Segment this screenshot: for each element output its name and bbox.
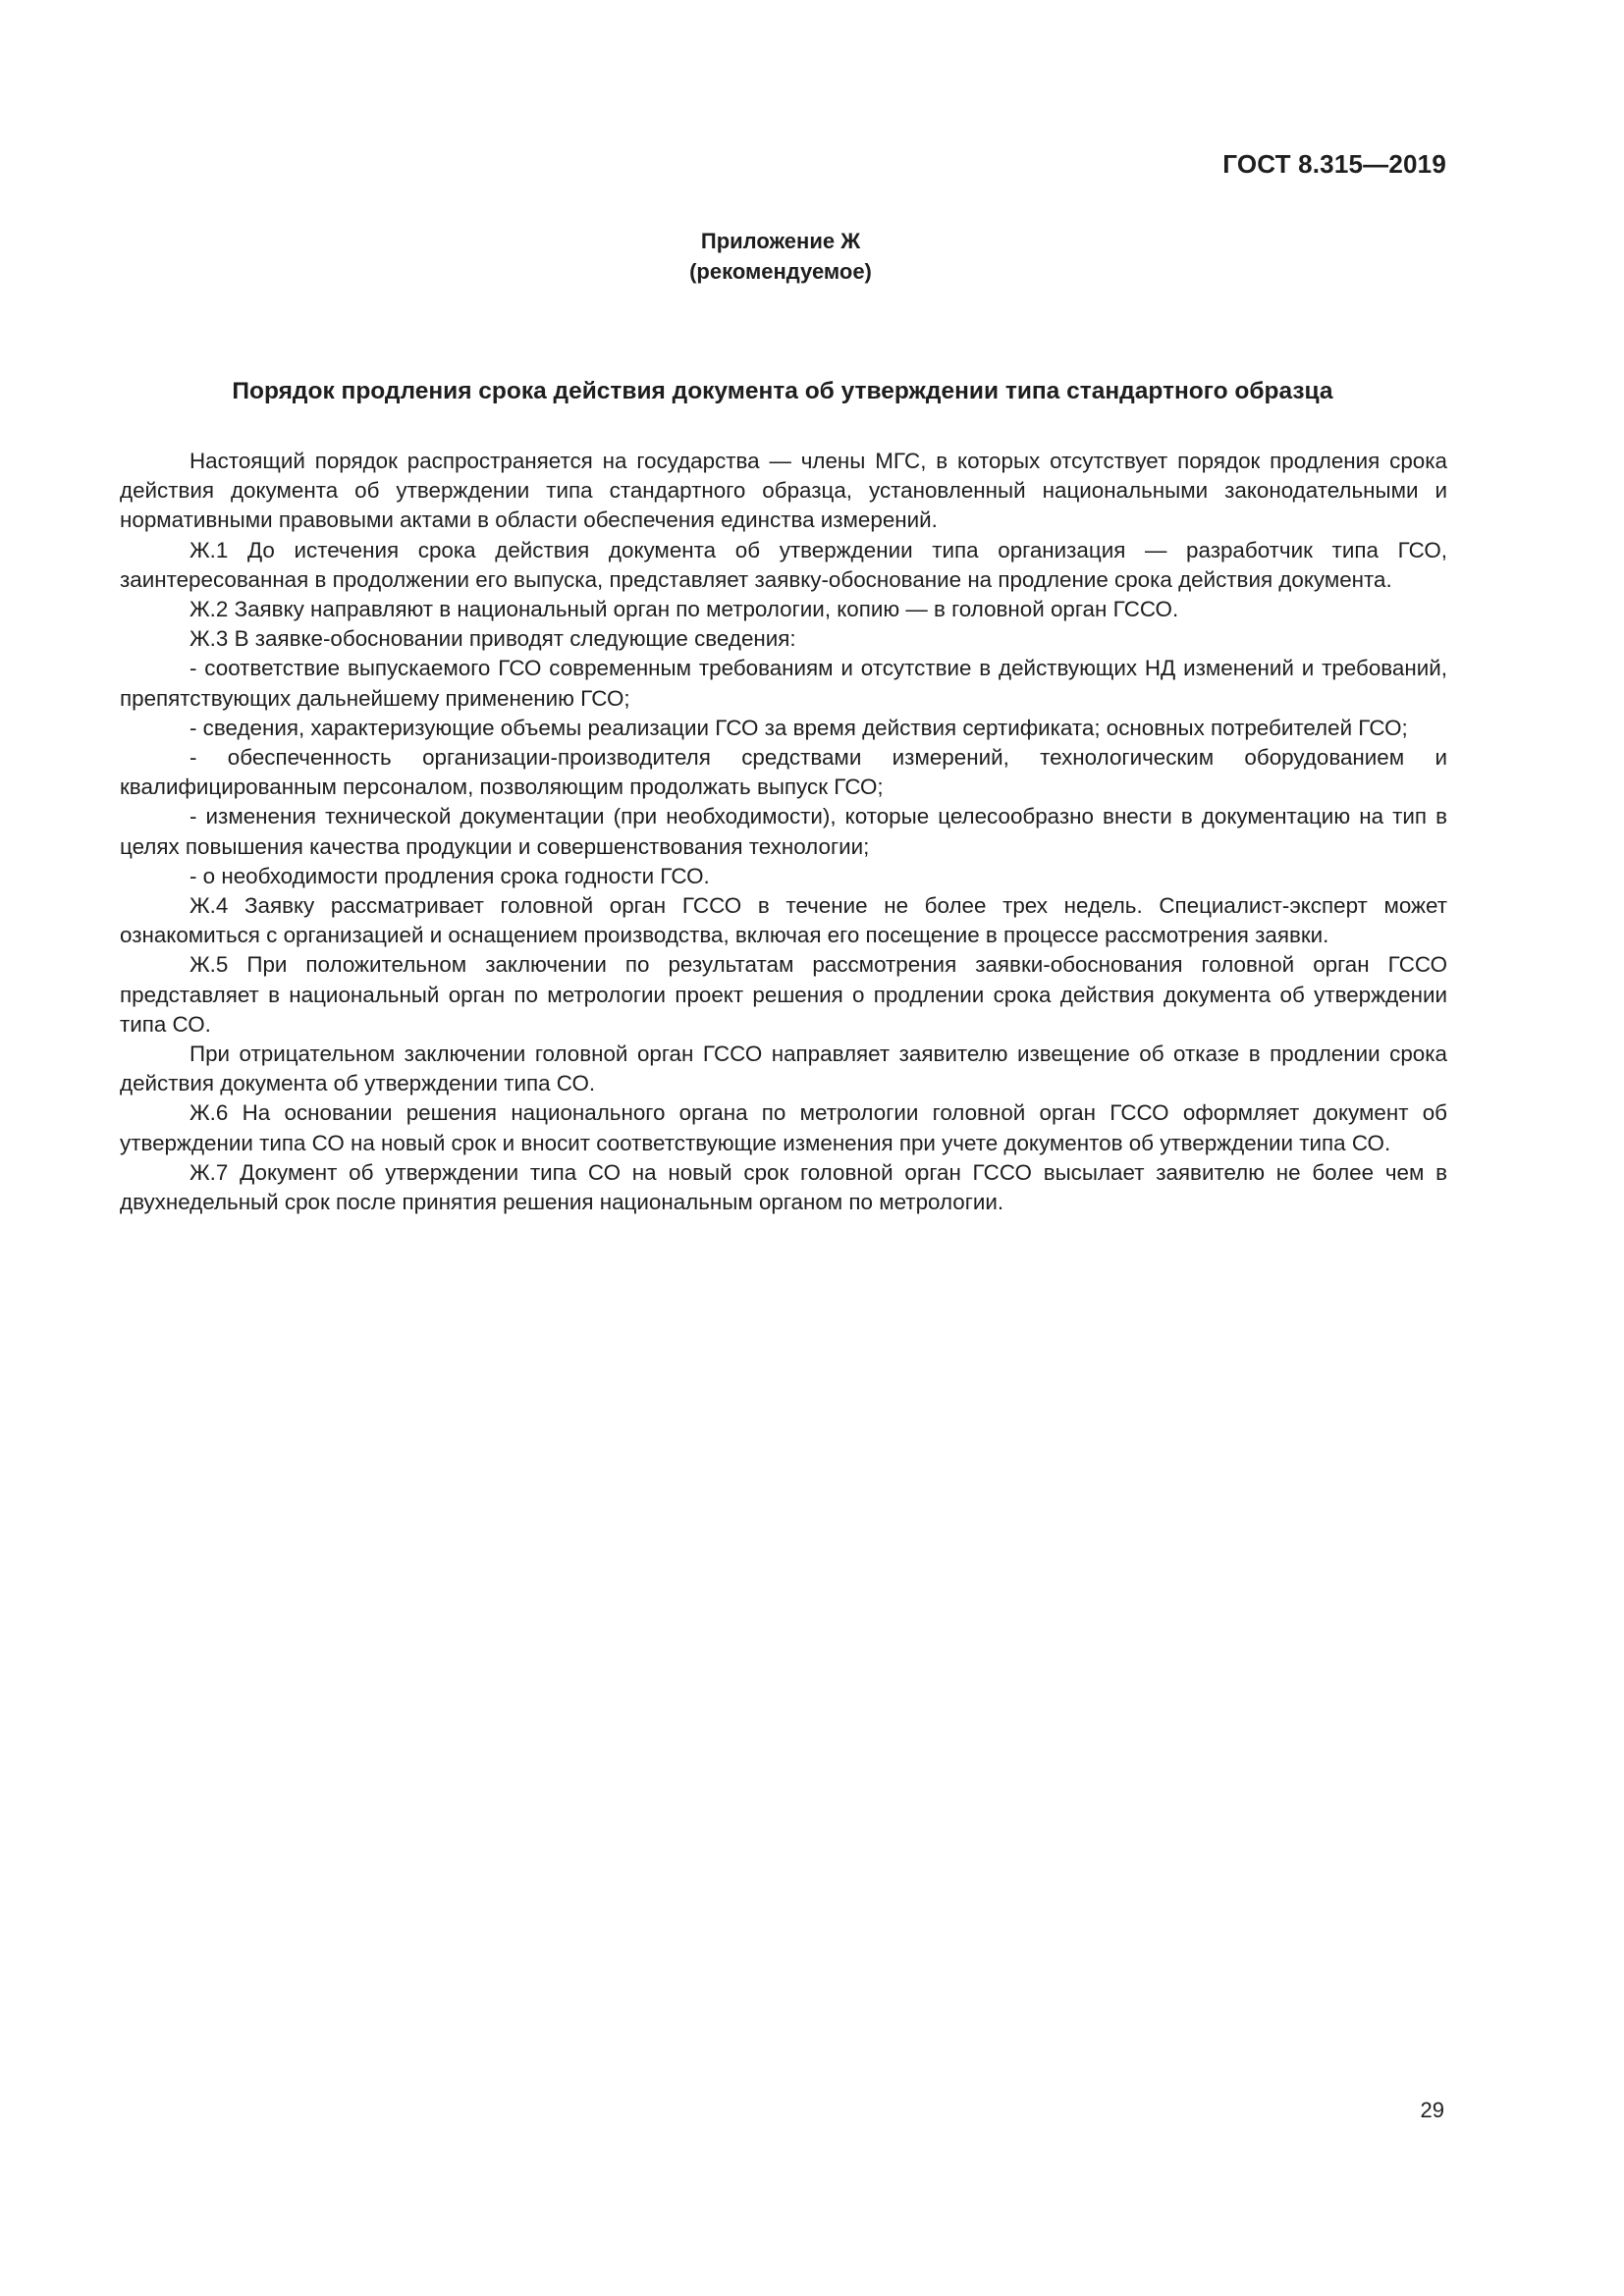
list-item: - изменения технической документации (при необходимости), которые целесообразно внести в документацию на тип в целях повышения качества продукции и совершенствования технологии;	[120, 804, 1447, 859]
paragraph-zh5: Ж.5 При положительном заключении по результатам рассмотрения заявки-обоснования головной орган ГССО представляет в национальный орган по метрологии проект решения о продлении срока действия документа об утверждении типа СО.	[120, 952, 1447, 1037]
list-item: - о необходимости продления срока годности ГСО.	[189, 863, 710, 888]
paragraph-zh1: Ж.1 До истечения срока действия документа об утверждении типа организация — разработчик типа ГСО, заинтересованная в продолжении его выпуска, представляет заявку-обоснование на продление срока действия документа.	[120, 537, 1447, 592]
paragraph-zh6: Ж.6 На основании решения национального органа по метрологии головной орган ГССО оформляет документ об утверждении типа СО на новый срок и вносит соответствующие изменения при учете документов об утверждении типа СО.	[120, 1100, 1447, 1155]
paragraph-scope: Настоящий порядок распространяется на государства — члены МГС, в которых отсутствует порядок продления срока действия документа об утверждении типа стандартного образца, установленный национальными законодательными и нормативными правовыми актами в области обеспечения единства измерений.	[120, 449, 1447, 533]
section-title: Порядок продления срока действия документа об утверждении типа стандартного образца	[232, 378, 1333, 404]
list-item: - сведения, характеризующие объемы реализации ГСО за время действия сертификата; основных потребителей ГСО;	[189, 715, 1408, 740]
annex-status: (рекомендуемое)	[689, 259, 872, 284]
paragraph-zh7: Ж.7 Документ об утверждении типа СО на новый срок головной орган ГССО высылает заявителю не более чем в двухнедельный срок после принятия решения национальным органом по метрологии.	[120, 1159, 1447, 1215]
paragraph-zh3: Ж.3 В заявке-обосновании приводят следующие сведения:	[189, 626, 796, 652]
body-text	[120, 447, 1447, 1217]
list-item: - соответствие выпускаемого ГСО современным требованиям и отсутствие в действующих НД изменений и требований, препятствующих дальнейшему применению ГСО;	[120, 656, 1447, 711]
paragraph-negative-conclusion: При отрицательном заключении головной орган ГССО направляет заявителю извещение об отказе в продлении срока действия документа об утверждении типа СО.	[120, 1041, 1447, 1096]
paragraph-zh2: Ж.2 Заявку направляют в национальный орган по метрологии, копию — в головной орган ГССО.	[189, 597, 1179, 622]
paragraph-zh4: Ж.4 Заявку рассматривает головной орган ГССО в течение не более трех недель. Специалист-эксперт может ознакомиться с организацией и оснащением производства, включая его посещение в процессе рассмотрения заявки.	[120, 893, 1447, 948]
annex-title: Приложение Ж	[700, 229, 861, 253]
page-number: 29	[1420, 2098, 1444, 2122]
annex-heading	[0, 226, 1624, 287]
document-designation: ГОСТ 8.315—2019	[1222, 149, 1446, 179]
list-item: - обеспеченность организации-производителя средствами измерений, технологическим оборудованием и квалифицированным персоналом, позволяющим продолжать выпуск ГСО;	[120, 745, 1447, 800]
